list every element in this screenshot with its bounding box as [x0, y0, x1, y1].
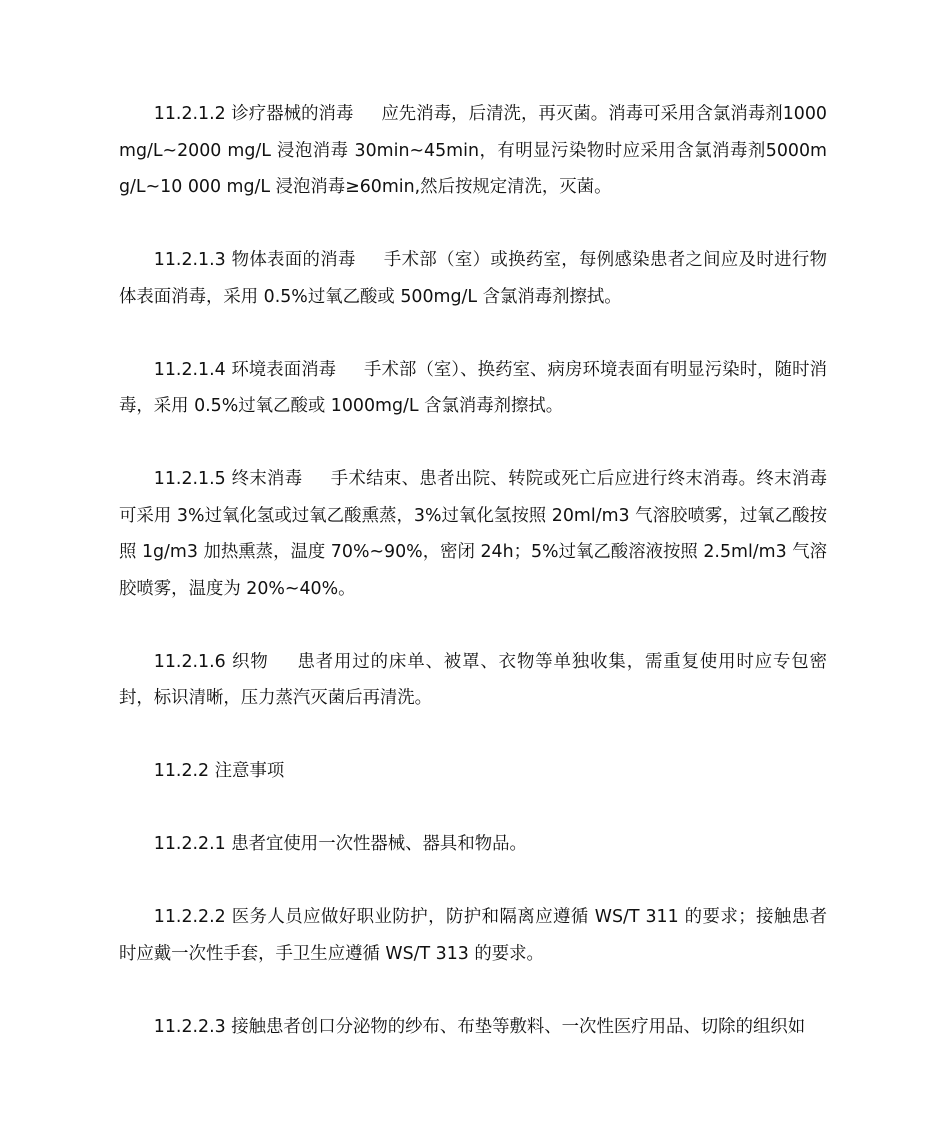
- clause-heading: 诊疗器械的消毒: [231, 104, 354, 124]
- section-number: 11.2.2: [153, 761, 210, 781]
- paragraph-11-2-2-2: [119, 899, 827, 972]
- clause-heading: 环境表面消毒: [231, 359, 337, 380]
- paragraph-11-2-1-5: [119, 461, 827, 607]
- clause-number: 11.2.1.3: [153, 250, 226, 270]
- clause-number: 11.2.1.5: [153, 469, 226, 489]
- clause-heading: 织物: [232, 651, 269, 672]
- clause-text: 患者宜使用一次性器械、器具和物品。: [231, 834, 527, 854]
- paragraph-11-2-1-6: [119, 644, 827, 717]
- clause-text: 患者用过的床单、被罩、衣物等单独收集，需重复使用时应专包密封，标识清晰，压力蒸汽灭菌后再清洗。: [119, 651, 827, 708]
- clause-text: 手术部（室）或换药室，每例感染患者之间应及时进行物体表面消毒，采用 0.5%过氧乙酸或 500mg/L 含氯消毒剂擦拭。: [119, 250, 827, 307]
- clause-heading: 物体表面的消毒: [231, 250, 356, 270]
- paragraph-11-2-2-1: [119, 826, 827, 863]
- clause-text: 手术结束、患者出院、转院或死亡后应进行终末消毒。终末消毒可采用 3%过氧化氢或过氧乙酸熏蒸，3%过氧化氢按照 20ml/m3 气溶胶喷雾，过氧乙酸按照 1g/m3 加热熏蒸，温度 70%~90%，密闭 24h；5%过氧乙酸溶液按照 2.5ml/m3 气溶胶喷雾，温度为 20%~40%。: [119, 469, 827, 599]
- clause-number: 11.2.1.6: [153, 651, 226, 672]
- clause-number: 11.2.1.2: [153, 104, 226, 124]
- clause-heading: 终末消毒: [231, 469, 303, 489]
- clause-number: 11.2.2.2: [153, 907, 226, 927]
- paragraph-11-2-2-3: [119, 1009, 827, 1046]
- clause-text: 手术部（室）、换药室、病房环境表面有明显污染时，随时消毒，采用 0.5%过氧乙酸或 1000mg/L 含氯消毒剂擦拭。: [119, 359, 827, 416]
- clause-text: 接触患者创口分泌物的纱布、布垫等敷料、一次性医疗用品、切除的组织如: [231, 1016, 806, 1037]
- clause-number: 11.2.2.1: [153, 834, 226, 854]
- clause-text: 应先消毒，后清洗，再灭菌。消毒可采用含氯消毒剂1000mg/L~2000 mg/L 浸泡消毒 30min~45min，有明显污染物时应采用含氯消毒剂5000mg/L~10 000 mg/L 浸泡消毒≥60min,然后按规定清洗，灭菌。: [119, 104, 827, 197]
- clause-number: 11.2.2.3: [153, 1016, 226, 1037]
- section-heading: 注意事项: [214, 761, 285, 781]
- paragraph-11-2-1-2: [119, 96, 827, 206]
- paragraph-11-2-1-4: [119, 352, 827, 425]
- paragraph-11-2-1-3: [119, 242, 827, 315]
- section-heading-11-2-2: [119, 753, 827, 790]
- clause-number: 11.2.1.4: [153, 359, 226, 380]
- document-body: [119, 96, 827, 1045]
- clause-text: 医务人员应做好职业防护，防护和隔离应遵循 WS/T 311 的要求；接触患者时应戴一次性手套，手卫生应遵循 WS/T 313 的要求。: [119, 907, 828, 964]
